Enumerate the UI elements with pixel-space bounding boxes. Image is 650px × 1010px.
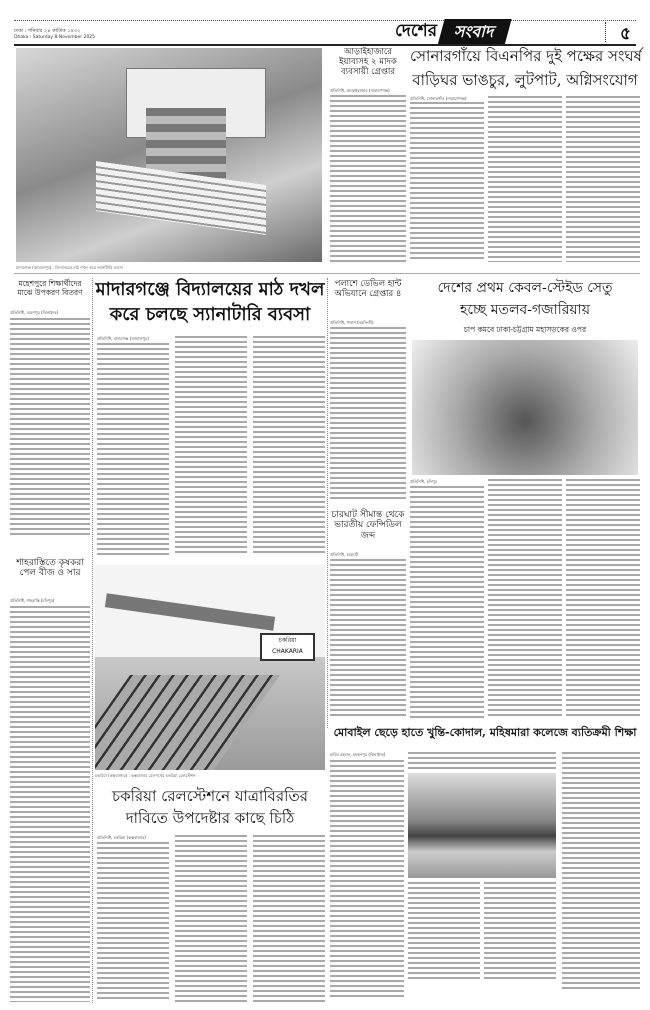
mohishmara-body-col3 xyxy=(484,882,556,982)
sign-text-en: CHAKARIA xyxy=(272,648,303,655)
sonargaon-body-col1 xyxy=(410,102,484,262)
mohishmara-headline: মোবাইল ছেড়ে হাতে খুন্তি-কোদাল, মহিষমারা কলেজে ব্যতিক্রমী শিক্ষা xyxy=(333,726,637,739)
shahrasti-byline: প্রতিনিধি, শাহরাস্তি (চাঁদপুর) xyxy=(10,598,55,603)
araihazar-byline: প্রতিনিধি, আড়াইহাজার (নারায়ণগঞ্জ) xyxy=(330,88,390,93)
madarganj-body-col3 xyxy=(253,336,325,555)
column-divider xyxy=(92,278,93,1003)
rings-shape xyxy=(146,108,226,178)
date-en: Dhaka : Saturday 8 November 2025 xyxy=(14,35,96,40)
charghat-body xyxy=(330,559,406,719)
sanitary-yard-photo xyxy=(16,48,322,262)
charghat-byline: প্রতিনিধি, চারঘাট xyxy=(330,552,358,557)
mohishmara-body-col1 xyxy=(330,760,404,1000)
rail-photo-caption: চকরিয়া (কক্সবাজার) : কক্সবাজার রেলপথের চকরিয়া রেলস্টেশন xyxy=(95,773,196,778)
palash-byline: প্রতিনিধি, পলাশ (নরসিংদী) xyxy=(330,320,374,325)
section-title xyxy=(395,21,509,43)
chakaria-headline-2: দাবিতে উপদেষ্টার কাছে চিঠি xyxy=(125,809,295,827)
shahrasti-headline: শাহরাস্তিতে কৃষকরা পেল বীজ ও সার xyxy=(16,558,84,579)
araihazar-body xyxy=(330,95,406,263)
charghat-headline: চারঘাট সীমান্ত থেকে ভারতীয় ফেন্সিডিল জব্দ xyxy=(331,510,405,541)
column-divider xyxy=(327,278,328,728)
palash-headline: পলাশে ডেভিল হান্ট অভিযানে গ্রেপ্তার ৪ xyxy=(334,279,402,299)
sonargaon-body-col2 xyxy=(488,96,562,262)
photo-caption: মাদারগঞ্জ (জামালপুর) : বিদ্যালয়ের মাঠ দখল করে স্যানাটারি ব্যবসা xyxy=(16,265,123,270)
madarganj-byline: প্রতিনিধি, মাদারগঞ্জ (জামালপুর) xyxy=(97,336,149,341)
maheshpur-byline: প্রতিনিধি, মহেশপুর (ঝিনাইদহ) xyxy=(10,310,59,315)
page-number: ৫ xyxy=(620,24,632,44)
row-rule xyxy=(14,273,640,274)
chakaria-body-col1 xyxy=(97,842,169,1002)
maheshpur-headline: মহেশপুরে শিক্ষার্থীদের মাঝে উপকরণ বিতরণ xyxy=(17,279,83,297)
section-title-part1: দেশের xyxy=(395,21,438,41)
araihazar-headline: আড়াইহাজারে ইয়াবাসহ ২ মাদক ব্যবসায়ী গ্রেপ্তার xyxy=(339,47,397,77)
header-divider xyxy=(605,22,606,42)
rail-tracks-shape xyxy=(95,675,280,770)
sonargaon-headline-2: বাড়িঘর ভাঙচুর, লুটপাট, অগ্নিসংযোগ xyxy=(412,71,638,89)
mohishmara-byline: হাবিব রহমান, মহম্মদপুর (ঝিনাইদহ) xyxy=(330,752,386,757)
date-bn: ঢাকা : শনিবার ২৪ কার্তিক ১৪৩২ xyxy=(14,28,81,34)
bridge-headline-2: হচ্ছে মতলব-গজারিয়ায় xyxy=(460,302,590,318)
sign-text-bn: চকরিয়া xyxy=(278,637,297,644)
sonargaon-headline-1: সোনারগাঁয়ে বিএনপির দুই পক্ষের সংঘর্ষ xyxy=(410,47,642,65)
chakaria-body-col2 xyxy=(175,835,247,1002)
officials-photo xyxy=(412,340,638,475)
sonargaon-body-col3 xyxy=(566,96,640,262)
chakaria-headline-1: চকরিয়া রেলস্টেশনে যাত্রাবিরতির xyxy=(112,787,308,805)
chakaria-body-col3 xyxy=(253,835,325,1002)
sonargaon-byline: প্রতিনিধি, সোনারগাঁও (নারায়ণগঞ্জ) xyxy=(410,96,467,101)
students-photo xyxy=(408,773,556,878)
madarganj-headline-1: মাদারগঞ্জে বিদ্যালয়ের মাঠ দখল xyxy=(95,279,325,300)
top-dotted-rule xyxy=(14,20,636,21)
bridge-byline: প্রতিনিধি, চাঁদপুর xyxy=(410,479,437,484)
bridge-body-col2 xyxy=(488,479,562,718)
mohishmara-body-col2a xyxy=(408,752,556,770)
madarganj-headline-2: করে চলছে স্যানাটারি ব্যবসা xyxy=(109,304,311,325)
overbridge-shape xyxy=(105,593,275,631)
slabs-shape xyxy=(96,161,266,235)
station-sign xyxy=(260,633,315,661)
mohishmara-body-col2 xyxy=(408,882,480,982)
chakaria-station-photo xyxy=(95,565,325,770)
bridge-headline-1: দেশের প্রথম কেবল-স্টেইড সেতু xyxy=(437,280,613,296)
bridge-body-col3 xyxy=(566,479,640,718)
section-title-part2: সংবাদ xyxy=(437,19,512,46)
madarganj-body-col1 xyxy=(97,343,169,555)
chakaria-byline: প্রতিনিধি, চকরিয়া (কক্সবাজার) xyxy=(97,835,146,840)
maheshpur-body xyxy=(10,318,90,538)
bridge-subheadline: চাপ কমবে ঢাকা-চট্টগ্রাম মহাসড়কের ওপর xyxy=(463,325,587,334)
shahrasti-body xyxy=(10,606,90,1002)
mohishmara-body-col4 xyxy=(562,752,640,992)
palash-body xyxy=(330,327,406,502)
header-rule xyxy=(14,44,636,46)
bridge-body-col1 xyxy=(410,486,484,718)
madarganj-body-col2 xyxy=(175,336,247,555)
